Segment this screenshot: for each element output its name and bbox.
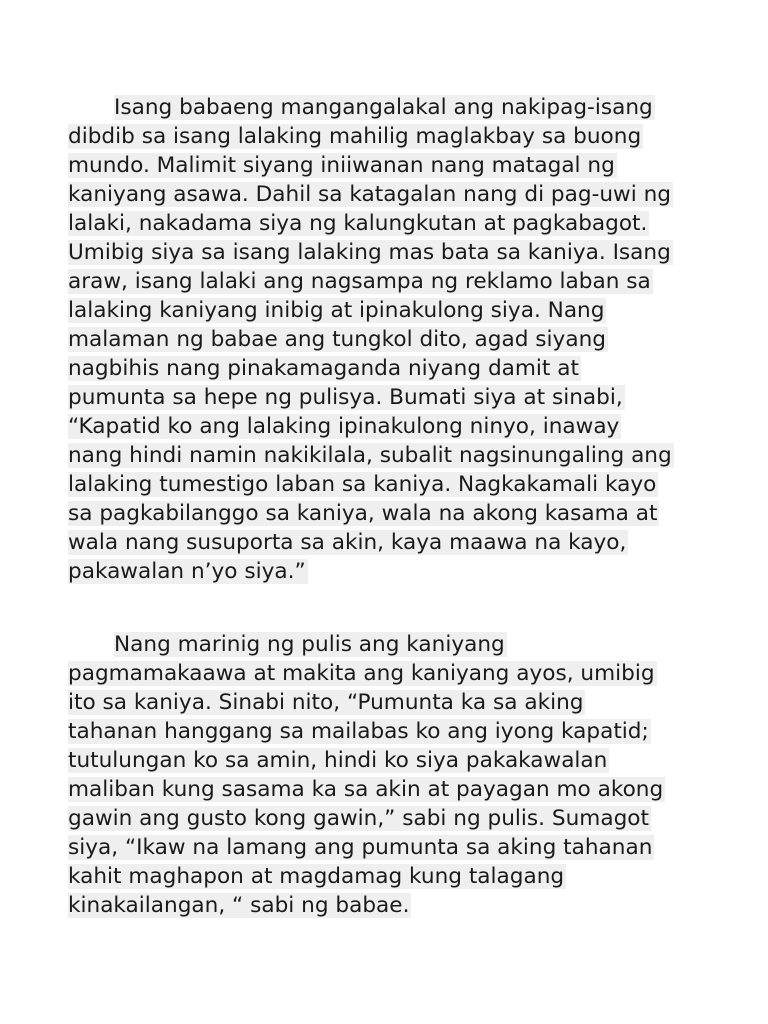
text-line — [68, 891, 708, 920]
text-line-content: tahanan hanggang sa mailabas ko ang iyong kapatid; — [68, 719, 649, 744]
text-line — [68, 528, 708, 557]
text-line-content: Umibig siya sa isang lalaking mas bata sa kaniya. Isang — [68, 240, 671, 265]
text-line — [68, 151, 708, 180]
text-line — [68, 209, 708, 238]
text-line-content: kahit maghapon at magdamag kung talagang — [68, 864, 565, 889]
text-line-content: mundo. Malimit siyang iniiwanan nang matagal ng — [68, 153, 615, 178]
text-line — [68, 180, 708, 209]
text-line-content: pagmamakaawa at makita ang kaniyang ayos, umibig — [68, 661, 655, 686]
text-line-content: kinakailangan, “ sabi ng babae. — [68, 893, 410, 918]
text-line-content: pakawalan n’yo siya.” — [68, 559, 306, 584]
text-line — [68, 383, 708, 412]
text-line-content: ito sa kaniya. Sinabi nito, “Pumunta ka sa aking — [68, 690, 584, 715]
text-line — [68, 325, 708, 354]
text-line — [68, 267, 708, 296]
text-line-content: lalaking tumestigo laban sa kaniya. Nagkakamali kayo — [68, 472, 657, 497]
text-line — [68, 354, 708, 383]
text-line — [68, 499, 708, 528]
text-line — [68, 659, 708, 688]
text-line-content: Nang marinig ng pulis ang kaniyang — [114, 632, 505, 657]
text-line-content: araw, isang lalaki ang nagsampa ng reklamo laban sa — [68, 269, 651, 294]
text-line-content: malaman ng babae ang tungkol dito, agad siyang — [68, 327, 606, 352]
text-line — [68, 412, 708, 441]
text-line — [68, 441, 708, 470]
text-line — [68, 93, 708, 122]
text-line-content: Isang babaeng mangangalakal ang nakipag-isang — [114, 95, 653, 120]
text-line-content: “Kapatid ko ang lalaking ipinakulong ninyo, inaway — [68, 414, 620, 439]
text-line — [68, 717, 708, 746]
text-line — [68, 746, 708, 775]
text-line-content: kaniyang asawa. Dahil sa katagalan nang di pag-uwi ng — [68, 182, 671, 207]
text-line — [68, 833, 708, 862]
text-line — [68, 238, 708, 267]
text-line-content: lalaki, nakadama siya ng kalungkutan at pagkabagot. — [68, 211, 648, 236]
text-line — [68, 122, 708, 151]
text-line-content: siya, “Ikaw na lamang ang pumunta sa aking tahanan — [68, 835, 653, 860]
text-line — [68, 296, 708, 325]
text-line — [68, 630, 708, 659]
text-line-content: sa pagkabilanggo sa kaniya, wala na akong kasama at — [68, 501, 658, 526]
text-line-content: tutulungan ko sa amin, hindi ko siya pakakawalan — [68, 748, 608, 773]
text-line — [68, 862, 708, 891]
text-line — [68, 470, 708, 499]
text-line — [68, 775, 708, 804]
text-line-content: nagbihis nang pinakamaganda niyang damit at — [68, 356, 579, 381]
text-line-content: wala nang susuporta sa akin, kaya maawa na kayo, — [68, 530, 627, 555]
text-line-content: pumunta sa hepe ng pulisya. Bumati siya at sinabi, — [68, 385, 623, 410]
text-line-content: gawin ang gusto kong gawin,” sabi ng pulis. Sumagot — [68, 806, 649, 831]
paragraph-1 — [68, 93, 708, 586]
text-line — [68, 804, 708, 833]
text-line-content: dibdib sa isang lalaking mahilig maglakbay sa buong — [68, 124, 642, 149]
paragraph-2 — [68, 630, 708, 920]
text-line-content: lalaking kaniyang inibig at ipinakulong siya. Nang — [68, 298, 605, 323]
text-line-content: maliban kung sasama ka sa akin at payagan mo akong — [68, 777, 664, 802]
text-line — [68, 688, 708, 717]
text-line-content: nang hindi namin nakikilala, subalit nagsinungaling ang — [68, 443, 672, 468]
text-line — [68, 557, 708, 586]
